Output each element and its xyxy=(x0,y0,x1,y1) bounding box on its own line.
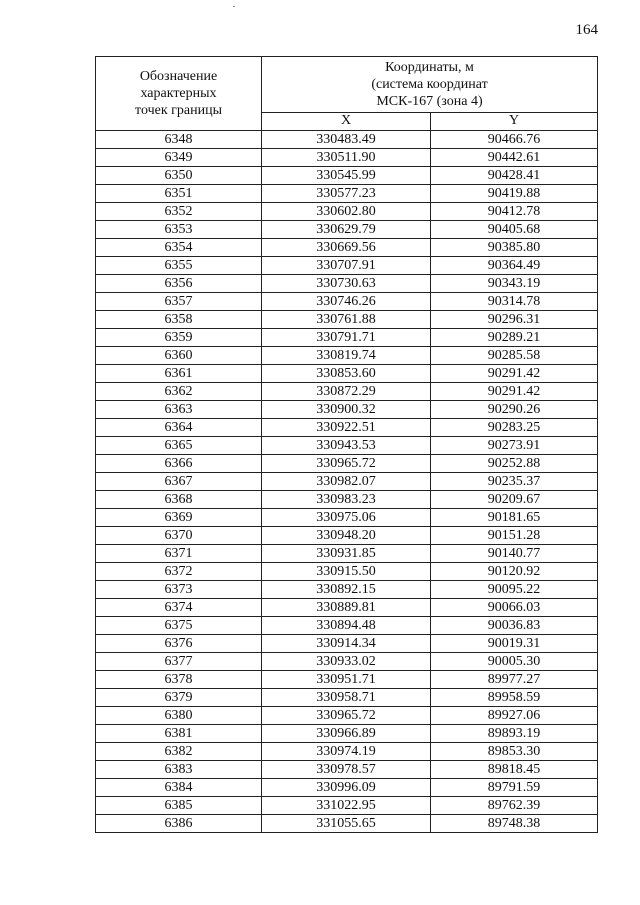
y-coordinate-cell: 90140.77 xyxy=(431,545,598,563)
table-row xyxy=(96,635,598,653)
x-coordinate-cell: 330819.74 xyxy=(262,347,431,365)
y-coordinate-cell: 90314.78 xyxy=(431,293,598,311)
point-id-cell: 6380 xyxy=(96,707,262,725)
x-coordinate-cell: 330900.32 xyxy=(262,401,431,419)
point-id-cell: 6379 xyxy=(96,689,262,707)
point-id-cell: 6349 xyxy=(96,149,262,167)
point-id-cell: 6368 xyxy=(96,491,262,509)
table-row xyxy=(96,527,598,545)
y-coordinate-cell: 89893.19 xyxy=(431,725,598,743)
x-coordinate-cell: 330746.26 xyxy=(262,293,431,311)
table-row xyxy=(96,689,598,707)
y-coordinate-cell: 90291.42 xyxy=(431,365,598,383)
table-row xyxy=(96,473,598,491)
point-id-cell: 6348 xyxy=(96,131,262,149)
y-coordinate-cell: 90285.58 xyxy=(431,347,598,365)
y-coordinate-cell: 90209.67 xyxy=(431,491,598,509)
x-coordinate-cell: 330958.71 xyxy=(262,689,431,707)
point-id-cell: 6352 xyxy=(96,203,262,221)
x-coordinate-cell: 330889.81 xyxy=(262,599,431,617)
point-id-cell: 6362 xyxy=(96,383,262,401)
table-row xyxy=(96,563,598,581)
point-id-cell: 6353 xyxy=(96,221,262,239)
y-coordinate-cell: 90235.37 xyxy=(431,473,598,491)
y-coordinate-cell: 89977.27 xyxy=(431,671,598,689)
point-id-cell: 6361 xyxy=(96,365,262,383)
y-coordinate-cell: 90019.31 xyxy=(431,635,598,653)
table-row xyxy=(96,491,598,509)
point-id-cell: 6375 xyxy=(96,617,262,635)
y-coordinate-cell: 90405.68 xyxy=(431,221,598,239)
point-id-cell: 6382 xyxy=(96,743,262,761)
y-coordinate-cell: 90412.78 xyxy=(431,203,598,221)
point-id-cell: 6372 xyxy=(96,563,262,581)
table-row xyxy=(96,311,598,329)
point-id-cell: 6366 xyxy=(96,455,262,473)
point-id-cell: 6378 xyxy=(96,671,262,689)
point-designation-header: Обозначение характерных точек границы xyxy=(96,57,262,131)
x-coordinate-cell: 330914.34 xyxy=(262,635,431,653)
table-row xyxy=(96,293,598,311)
table-row xyxy=(96,419,598,437)
y-coordinate-cell: 90181.65 xyxy=(431,509,598,527)
table-header xyxy=(96,57,598,131)
table-row xyxy=(96,815,598,833)
point-id-cell: 6364 xyxy=(96,419,262,437)
point-id-cell: 6383 xyxy=(96,761,262,779)
point-id-cell: 6359 xyxy=(96,329,262,347)
y-coordinate-cell: 90005.30 xyxy=(431,653,598,671)
x-coordinate-cell: 330915.50 xyxy=(262,563,431,581)
x-coordinate-cell: 331022.95 xyxy=(262,797,431,815)
y-coordinate-cell: 89853.30 xyxy=(431,743,598,761)
table-row xyxy=(96,707,598,725)
table-row xyxy=(96,797,598,815)
table-row xyxy=(96,401,598,419)
y-coordinate-cell: 89762.39 xyxy=(431,797,598,815)
y-coordinate-cell: 90466.76 xyxy=(431,131,598,149)
table-row xyxy=(96,617,598,635)
point-id-cell: 6356 xyxy=(96,275,262,293)
y-coordinate-cell: 90442.61 xyxy=(431,149,598,167)
point-id-cell: 6377 xyxy=(96,653,262,671)
table-row xyxy=(96,509,598,527)
y-coordinate-cell: 90283.25 xyxy=(431,419,598,437)
x-coordinate-cell: 330982.07 xyxy=(262,473,431,491)
table-row xyxy=(96,203,598,221)
y-coordinate-cell: 90120.92 xyxy=(431,563,598,581)
coordinates-header: Координаты, м (система координат МСК-167 (зона 4) xyxy=(262,57,598,113)
table-row xyxy=(96,779,598,797)
y-coordinate-cell: 90385.80 xyxy=(431,239,598,257)
table-row xyxy=(96,149,598,167)
x-coordinate-cell: 330629.79 xyxy=(262,221,431,239)
y-coordinate-cell: 90273.91 xyxy=(431,437,598,455)
table-row xyxy=(96,275,598,293)
scan-mark xyxy=(233,6,235,7)
point-id-cell: 6374 xyxy=(96,599,262,617)
table-row xyxy=(96,221,598,239)
table-row xyxy=(96,383,598,401)
y-coordinate-cell: 90036.83 xyxy=(431,617,598,635)
y-coordinate-cell: 89958.59 xyxy=(431,689,598,707)
table-row xyxy=(96,455,598,473)
table-row xyxy=(96,167,598,185)
x-coordinate-cell: 330853.60 xyxy=(262,365,431,383)
point-id-cell: 6363 xyxy=(96,401,262,419)
x-coordinate-cell: 330951.71 xyxy=(262,671,431,689)
x-coordinate-cell: 330965.72 xyxy=(262,707,431,725)
table-row xyxy=(96,581,598,599)
table-row xyxy=(96,437,598,455)
table-row xyxy=(96,725,598,743)
point-id-cell: 6373 xyxy=(96,581,262,599)
table-row xyxy=(96,131,598,149)
x-coordinate-cell: 330931.85 xyxy=(262,545,431,563)
table-row xyxy=(96,743,598,761)
table-row xyxy=(96,185,598,203)
x-coordinate-cell: 330511.90 xyxy=(262,149,431,167)
y-coordinate-cell: 89927.06 xyxy=(431,707,598,725)
y-coordinate-cell: 90364.49 xyxy=(431,257,598,275)
coordinates-table xyxy=(95,56,598,833)
table-row xyxy=(96,347,598,365)
x-coordinate-cell: 330978.57 xyxy=(262,761,431,779)
point-id-cell: 6365 xyxy=(96,437,262,455)
table-row xyxy=(96,671,598,689)
point-id-cell: 6351 xyxy=(96,185,262,203)
x-coordinate-cell: 330669.56 xyxy=(262,239,431,257)
table-row xyxy=(96,365,598,383)
point-id-cell: 6384 xyxy=(96,779,262,797)
table-row xyxy=(96,599,598,617)
x-coordinate-cell: 330545.99 xyxy=(262,167,431,185)
x-coordinate-cell: 330974.19 xyxy=(262,743,431,761)
y-coordinate-cell: 90095.22 xyxy=(431,581,598,599)
x-coordinate-cell: 330948.20 xyxy=(262,527,431,545)
point-id-cell: 6386 xyxy=(96,815,262,833)
x-coordinate-cell: 330602.80 xyxy=(262,203,431,221)
table-row xyxy=(96,761,598,779)
point-id-cell: 6385 xyxy=(96,797,262,815)
point-id-cell: 6357 xyxy=(96,293,262,311)
y-coordinate-cell: 89818.45 xyxy=(431,761,598,779)
point-id-cell: 6350 xyxy=(96,167,262,185)
y-coordinate-cell: 89791.59 xyxy=(431,779,598,797)
x-coordinate-cell: 330730.63 xyxy=(262,275,431,293)
point-id-cell: 6376 xyxy=(96,635,262,653)
y-coordinate-cell: 90290.26 xyxy=(431,401,598,419)
x-coordinate-cell: 330933.02 xyxy=(262,653,431,671)
x-coordinate-cell: 330707.91 xyxy=(262,257,431,275)
point-id-cell: 6354 xyxy=(96,239,262,257)
x-coordinate-cell: 330892.15 xyxy=(262,581,431,599)
point-id-cell: 6381 xyxy=(96,725,262,743)
y-coordinate-cell: 90419.88 xyxy=(431,185,598,203)
table-row xyxy=(96,545,598,563)
x-coordinate-cell: 330983.23 xyxy=(262,491,431,509)
y-coordinate-cell: 90252.88 xyxy=(431,455,598,473)
x-coordinate-cell: 330894.48 xyxy=(262,617,431,635)
point-id-cell: 6370 xyxy=(96,527,262,545)
y-coordinate-cell: 90291.42 xyxy=(431,383,598,401)
table-row xyxy=(96,257,598,275)
x-coordinate-cell: 330996.09 xyxy=(262,779,431,797)
x-coordinate-cell: 330975.06 xyxy=(262,509,431,527)
page-number: 164 xyxy=(575,22,598,38)
point-id-cell: 6358 xyxy=(96,311,262,329)
point-id-cell: 6369 xyxy=(96,509,262,527)
table-row xyxy=(96,239,598,257)
table-body xyxy=(96,131,598,833)
x-coordinate-cell: 330791.71 xyxy=(262,329,431,347)
x-coordinate-cell: 330577.23 xyxy=(262,185,431,203)
y-coordinate-cell: 90151.28 xyxy=(431,527,598,545)
x-coordinate-cell: 330943.53 xyxy=(262,437,431,455)
table-row xyxy=(96,329,598,347)
y-coordinate-cell: 89748.38 xyxy=(431,815,598,833)
x-coordinate-cell: 330872.29 xyxy=(262,383,431,401)
y-column-header: Y xyxy=(431,112,598,130)
y-coordinate-cell: 90289.21 xyxy=(431,329,598,347)
point-id-cell: 6355 xyxy=(96,257,262,275)
x-coordinate-cell: 330966.89 xyxy=(262,725,431,743)
x-coordinate-cell: 331055.65 xyxy=(262,815,431,833)
point-id-cell: 6367 xyxy=(96,473,262,491)
x-coordinate-cell: 330761.88 xyxy=(262,311,431,329)
y-coordinate-cell: 90343.19 xyxy=(431,275,598,293)
y-coordinate-cell: 90296.31 xyxy=(431,311,598,329)
table-row xyxy=(96,653,598,671)
y-coordinate-cell: 90428.41 xyxy=(431,167,598,185)
x-column-header: X xyxy=(262,112,431,130)
x-coordinate-cell: 330965.72 xyxy=(262,455,431,473)
y-coordinate-cell: 90066.03 xyxy=(431,599,598,617)
point-id-cell: 6360 xyxy=(96,347,262,365)
x-coordinate-cell: 330483.49 xyxy=(262,131,431,149)
x-coordinate-cell: 330922.51 xyxy=(262,419,431,437)
point-id-cell: 6371 xyxy=(96,545,262,563)
